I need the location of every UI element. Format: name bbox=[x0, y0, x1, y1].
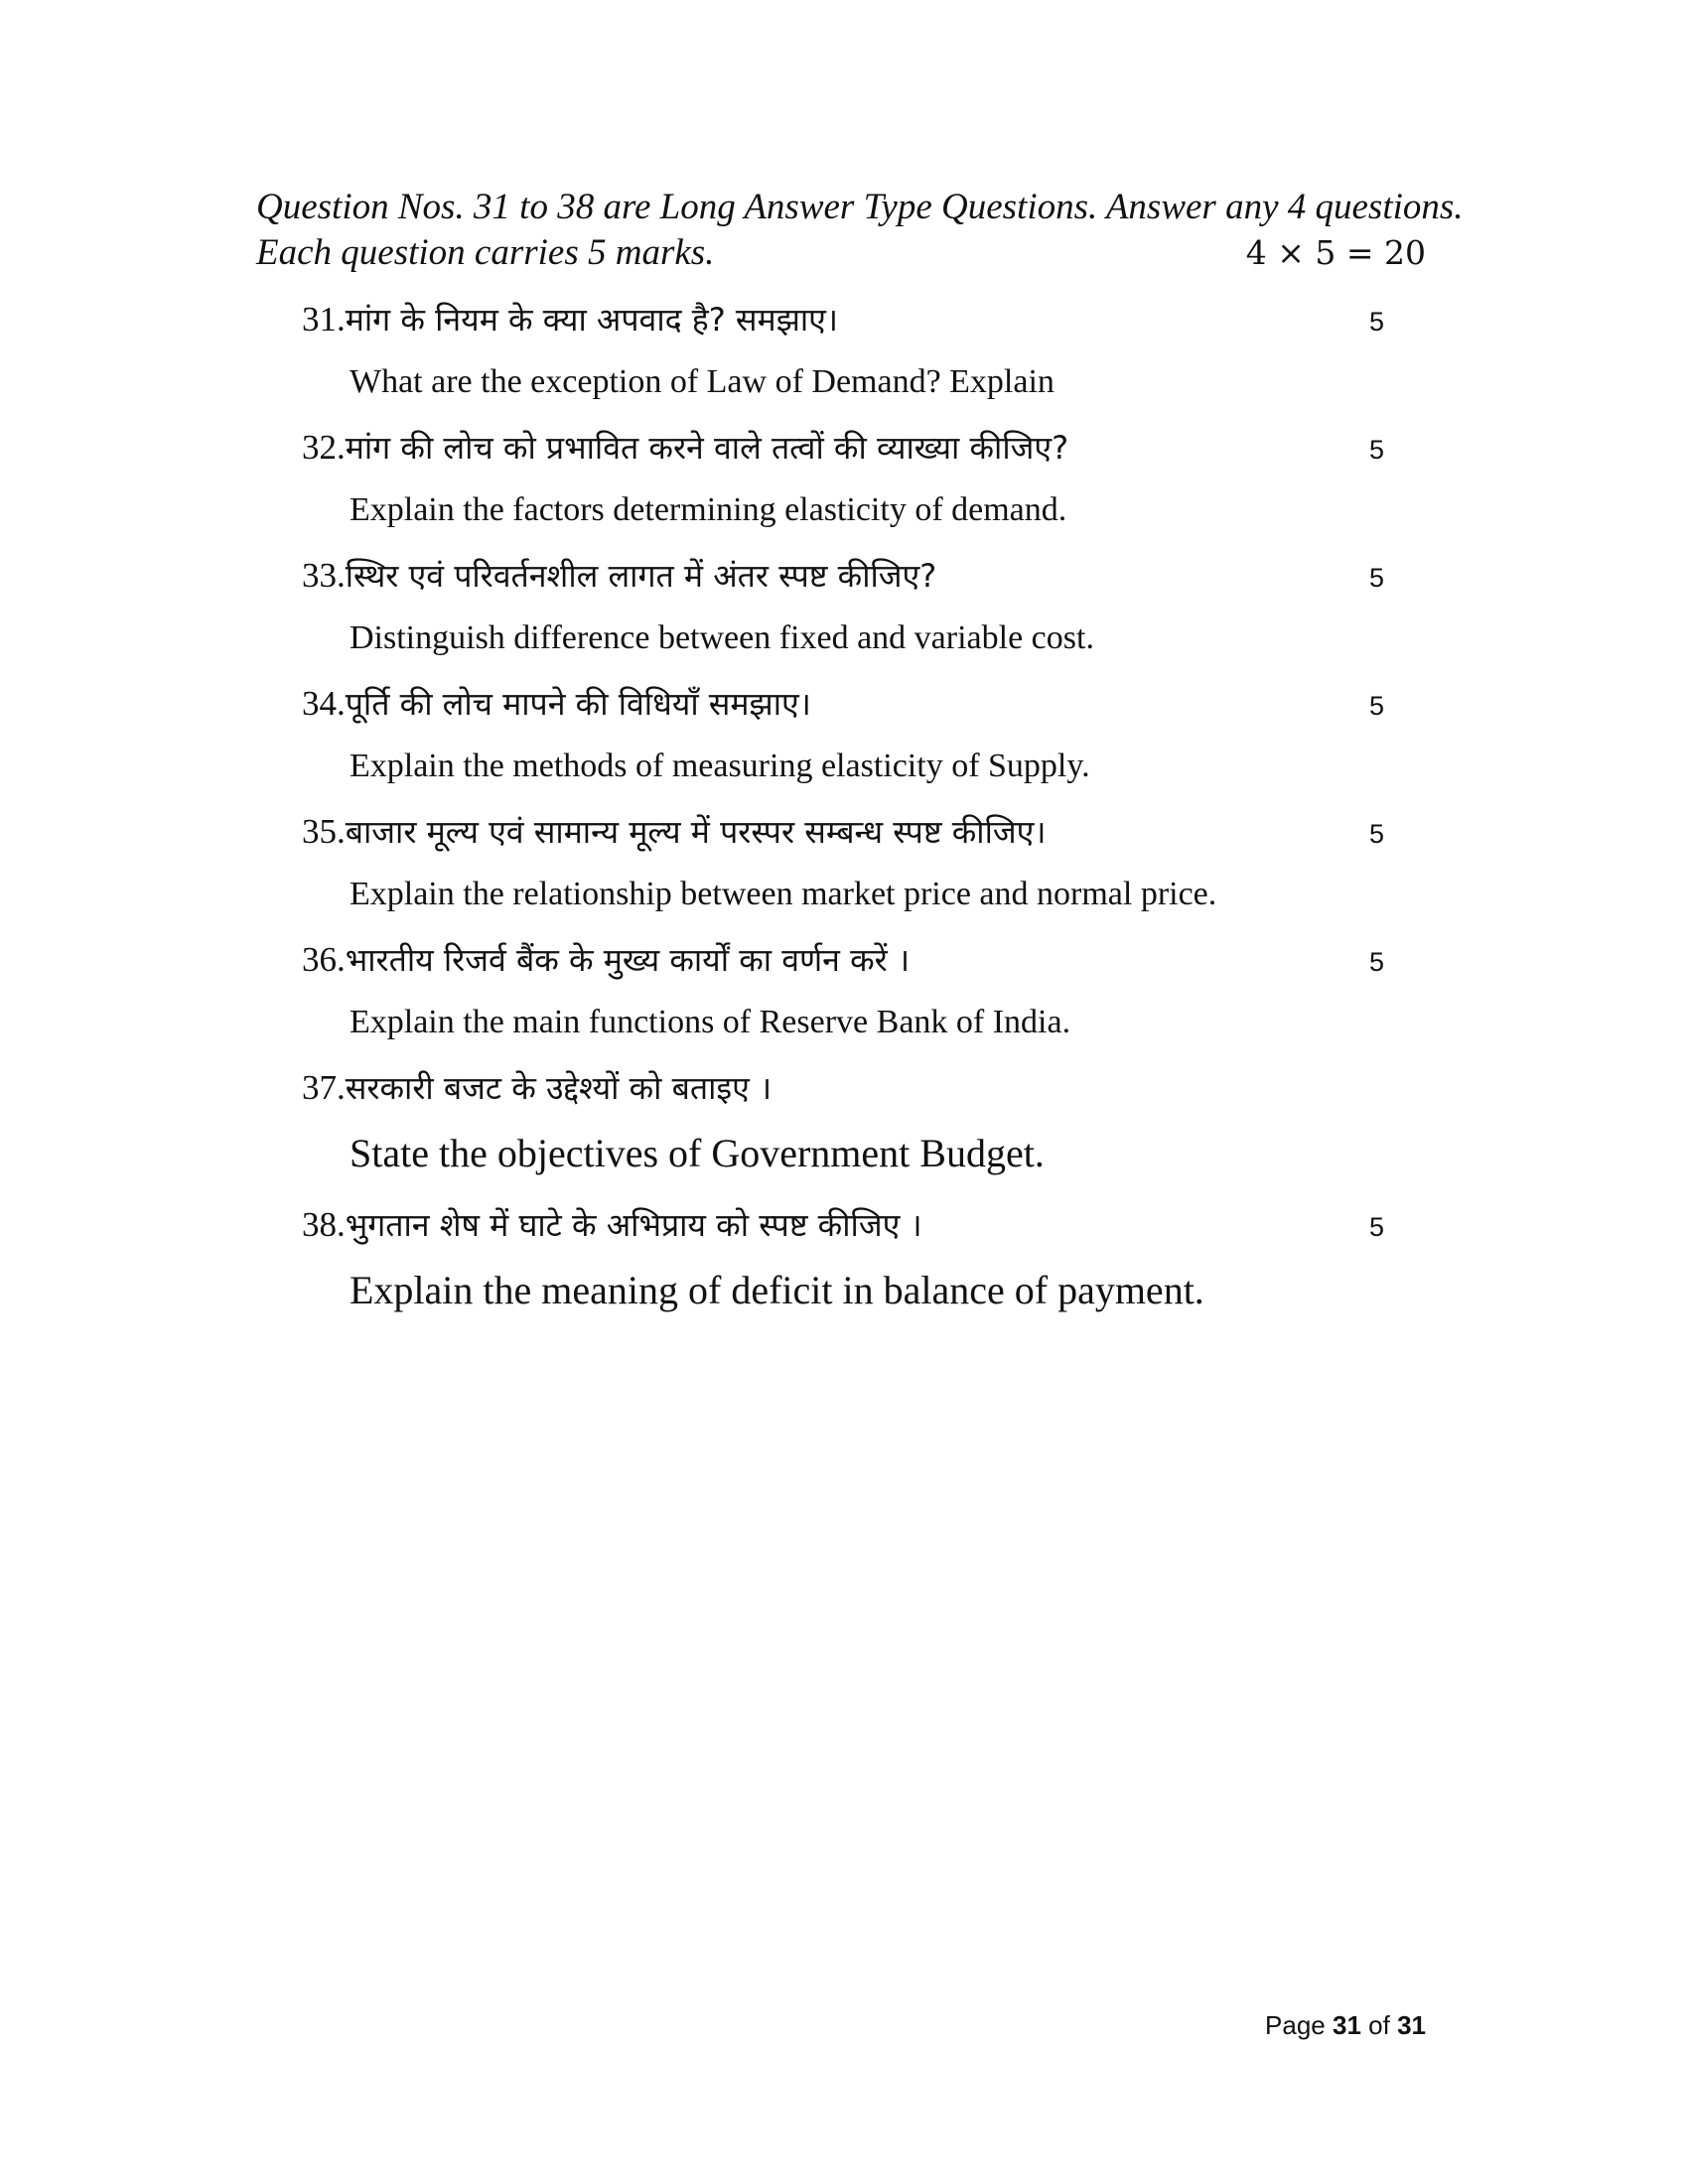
question-33 bbox=[302, 550, 1404, 661]
section-instructions bbox=[256, 185, 1464, 276]
question-marks: 5 bbox=[1368, 947, 1384, 977]
question-hindi-text: सरकारी बजट के उद्देश्यों को बताइए । bbox=[345, 1069, 773, 1107]
question-english-text: Explain the factors determining elasticity of demand. bbox=[350, 491, 1067, 528]
page-number-footer bbox=[1265, 2010, 1426, 2041]
question-32 bbox=[302, 422, 1404, 533]
question-number: 33. bbox=[302, 556, 346, 595]
question-marks: 5 bbox=[1368, 1212, 1384, 1242]
current-page-number: 31 bbox=[1333, 2010, 1361, 2040]
question-hindi-line bbox=[302, 294, 1404, 345]
question-number: 35. bbox=[302, 812, 346, 851]
question-marks: 5 bbox=[1368, 563, 1384, 593]
instructions-total-marks: 4 × 5 = 20 bbox=[1245, 233, 1426, 272]
question-english-text: Explain the relationship between market price and normal price. bbox=[350, 876, 1217, 912]
question-number: 31. bbox=[302, 300, 346, 339]
question-number: 32. bbox=[302, 428, 346, 467]
question-31 bbox=[302, 294, 1404, 405]
question-marks: 5 bbox=[1368, 691, 1384, 721]
question-number: 36. bbox=[302, 940, 346, 979]
question-hindi-line bbox=[302, 806, 1404, 858]
question-hindi-text: भारतीय रिजर्व बैंक के मुख्य कार्यों का वर्णन करें । bbox=[345, 941, 911, 979]
question-number: 38. bbox=[302, 1205, 346, 1244]
instructions-line-2 bbox=[256, 230, 1426, 276]
instructions-line-1: Question Nos. 31 to 38 are Long Answer Type Questions. Answer any 4 questions. bbox=[256, 187, 1464, 227]
total-page-count: 31 bbox=[1397, 2010, 1426, 2040]
question-hindi-line bbox=[302, 678, 1404, 730]
question-english-text: What are the exception of Law of Demand? Explain bbox=[350, 363, 1055, 400]
question-34 bbox=[302, 678, 1404, 789]
instructions-marks-note: Each question carries 5 marks. bbox=[256, 232, 715, 273]
question-hindi-text: मांग की लोच को प्रभावित करने वाले तत्वों की व्याख्या कीजिए? bbox=[345, 429, 1069, 467]
question-38 bbox=[302, 1199, 1404, 1316]
question-hindi-line bbox=[302, 1062, 1404, 1114]
question-english-text: Explain the main functions of Reserve Bank of India. bbox=[350, 1004, 1071, 1040]
question-hindi-line bbox=[302, 1199, 1404, 1251]
question-hindi-text: बाजार मूल्य एवं सामान्य मूल्य में परस्पर सम्बन्ध स्पष्ट कीजिए। bbox=[345, 813, 1047, 851]
of-word: of bbox=[1368, 2010, 1390, 2040]
question-hindi-line bbox=[302, 422, 1404, 474]
question-marks: 5 bbox=[1368, 819, 1384, 849]
question-number: 34. bbox=[302, 684, 346, 723]
question-37 bbox=[302, 1062, 1404, 1179]
question-hindi-line bbox=[302, 934, 1404, 986]
question-35 bbox=[302, 806, 1404, 917]
question-english-text: Distinguish difference between fixed and variable cost. bbox=[350, 619, 1094, 656]
question-hindi-text: मांग के नियम के क्या अपवाद है? समझाए। bbox=[345, 301, 839, 339]
question-number: 37. bbox=[302, 1068, 346, 1107]
question-marks: 5 bbox=[1368, 307, 1384, 337]
question-marks: 5 bbox=[1368, 435, 1384, 465]
question-hindi-text: स्थिर एवं परिवर्तनशील लागत में अंतर स्पष्ट कीजिए? bbox=[345, 557, 937, 595]
question-english-text: State the objectives of Government Budget. bbox=[350, 1131, 1045, 1175]
question-english-text: Explain the meaning of deficit in balance of payment. bbox=[350, 1268, 1204, 1312]
question-hindi-text: भुगतान शेष में घाटे के अभिप्राय को स्पष्ट कीजिए । bbox=[345, 1206, 922, 1244]
question-hindi-line bbox=[302, 550, 1404, 602]
question-hindi-text: पूर्ति की लोच मापने की विधियाँ समझाए। bbox=[345, 685, 811, 723]
question-english-text: Explain the methods of measuring elasticity of Supply. bbox=[350, 748, 1090, 784]
page-word: Page bbox=[1265, 2010, 1326, 2040]
question-36 bbox=[302, 934, 1404, 1045]
